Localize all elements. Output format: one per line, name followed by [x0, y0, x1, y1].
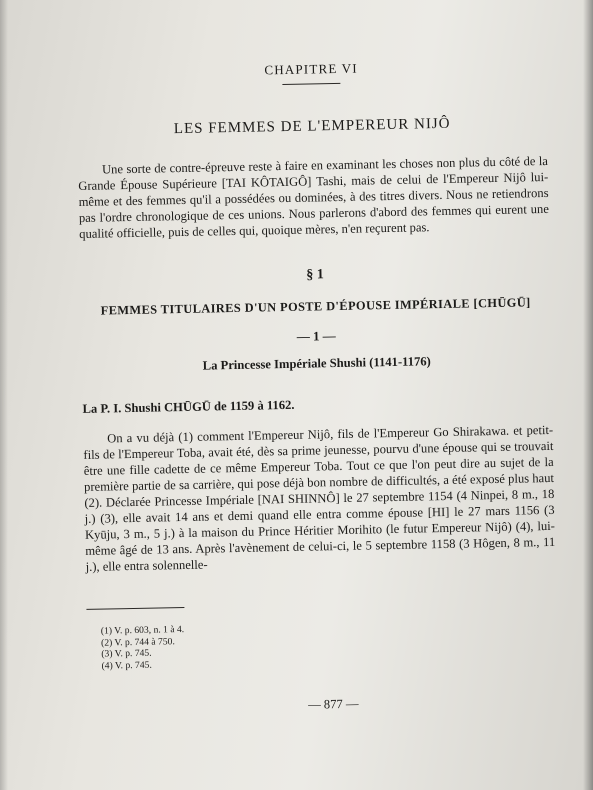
chapter-heading: CHAPITRE VI	[264, 60, 358, 78]
section-mark: § 1	[306, 267, 324, 283]
section-heading: FEMMES TITULAIRES D'UN POSTE D'ÉPOUSE IMPÉRIALE [CHŪGŪ]	[100, 295, 531, 318]
footnote-rule	[86, 607, 184, 610]
page-edge-shadow	[583, 0, 593, 790]
footnotes	[101, 617, 558, 672]
subsection-title: La Princesse Impériale Shushi (1141-1176)	[202, 354, 431, 373]
paragraph-heading: La P. I. Shushi CHŪGŪ de 1159 à 1162.	[82, 397, 295, 416]
intro-paragraph: Une sorte de contre-épreuve reste à faire en examinant les choses non plus du côté de la Grande Épouse Supérieure [TAI KÔTAIGÔ] Tashi, mais de celui de l'Empereur Nijô lui-même et des femmes qu'il a possédées ou dominées, à des titres divers. Nous ne retiendrons pas l'ordre chronologique de ces unions. Nous parlerons d'abord des femmes qui eurent une qualité officielle, puis de celles qui, quoique mères, n'en reçurent pas.	[78, 153, 549, 241]
chapter-title: LES FEMMES DE L'EMPEREUR NIJÔ	[173, 115, 451, 138]
page-content	[76, 57, 558, 717]
subsection-number: — 1 —	[296, 328, 336, 344]
page-number: — 877 —	[307, 696, 359, 712]
footnote-2: (2) V. p. 744 à 750.	[100, 635, 175, 649]
body-paragraph: On a vu déjà (1) comment l'Empereur Nijô, fils de l'Empereur Go Shirakawa. et petit-fils de l'Empereur Toba, avait été, dès sa prime jeunesse, pourvu d'une épouse qui se trouvait être une fille cadette de ce même Empereur Toba. Tout ce que l'on peut dire au sujet de la première partie de sa carrière, qui pose déjà bon nombre de difficultés, a été exposé plus haut (2). Déclarée Princesse Impériale [NAI SHINNÔ] le 27 septembre 1154 (4 Ninpei, 8 m., 18 j.) (3), elle avait 14 ans et demi quand elle entra comme épouse [HI] le 27 mars 1156 (3 Kyūju, 3 m., 5 j.) à la maison du Prince Héritier Morihito (le futur Empereur Nijô) (4), lui-même âgé de 13 ans. Après l'avènement de celui-ci, le 5 septembre 1158 (3 Hôgen, 8 m., 11 j.), elle entra solennelle-	[83, 422, 556, 574]
footnote-4: (4) V. p. 745.	[101, 659, 152, 672]
chapter-rule	[282, 83, 340, 85]
footnote-3: (3) V. p. 745.	[101, 647, 152, 660]
page-gutter-shadow	[0, 0, 8, 790]
footnote-1: (1) V. p. 603, n. 1 à 4.	[100, 624, 185, 637]
